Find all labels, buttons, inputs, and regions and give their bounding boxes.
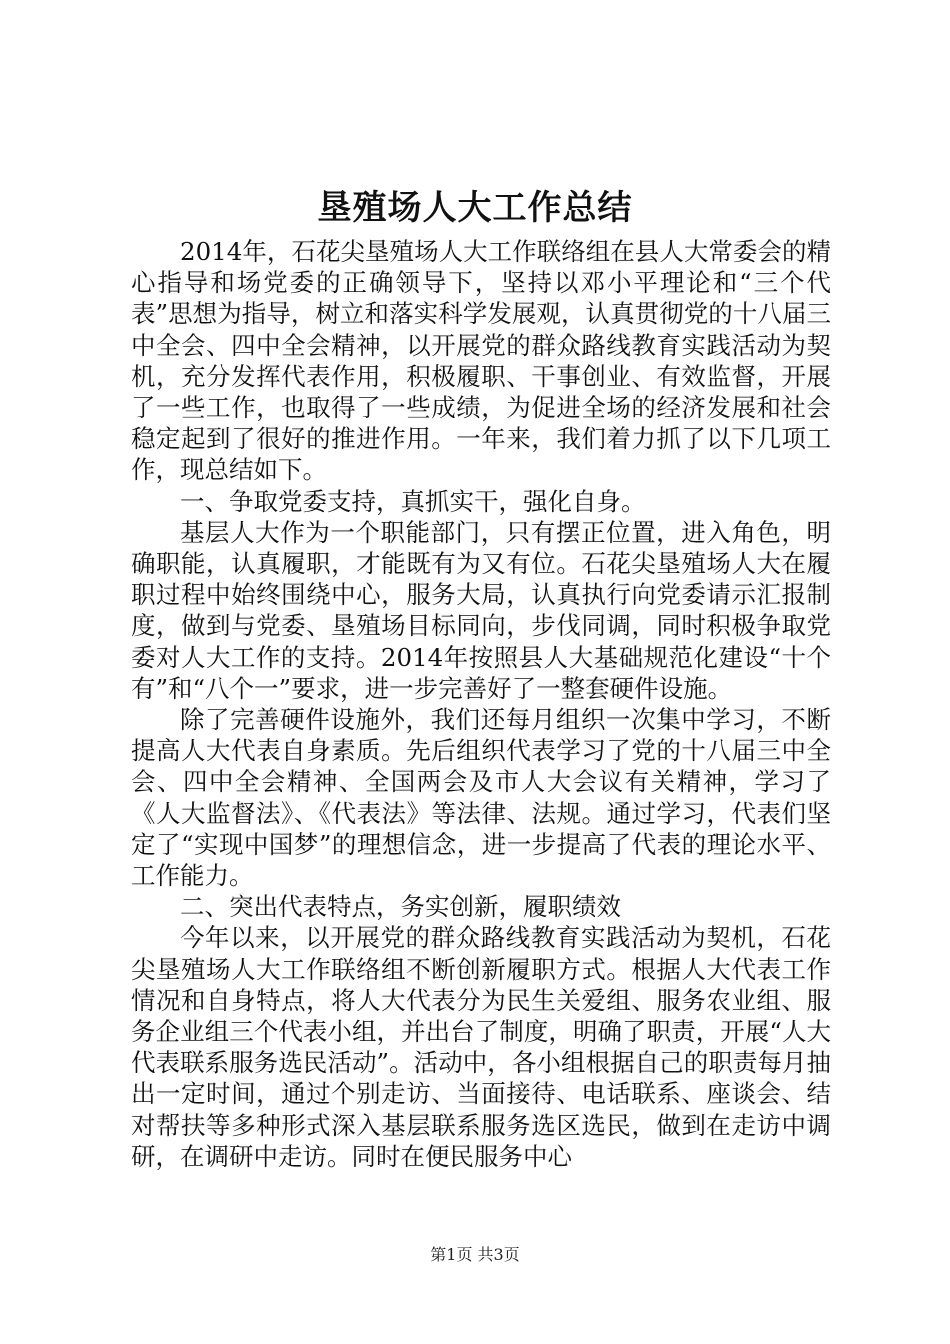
paragraph-section-1b: 除了完善硬件设施外，我们还每月组织一次集中学习，不断提高人大代表自身素质。先后组织代表学习了党的十八届三中全会、四中全会精神、全国两会及市人大会议有关精神，学习了《人大监督法》、《代表法》等法律、法规。通过学习，代表们坚定了“实现中国梦”的理想信念，进一步提高了代表的理论水平、工作能力。	[131, 705, 831, 891]
page-footer: 第1页 共3页	[430, 1245, 520, 1264]
document-body	[131, 236, 831, 1172]
paragraph-intro: 2014年，石花尖垦殖场人大工作联络组在县人大常委会的精心指导和场党委的正确领导下，坚持以邓小平理论和“三个代表”思想为指导，树立和落实科学发展观，认真贯彻党的十八届三中全会、四中全会精神，以开展党的群众路线教育实践活动为契机，充分发挥代表作用，积极履职、干事创业、有效监督，开展了一些工作，也取得了一些成绩，为促进全场的经济发展和社会稳定起到了很好的推进作用。一年来，我们着力抓了以下几项工作，现总结如下。	[131, 237, 831, 485]
document-title: 垦殖场人大工作总结	[317, 188, 633, 228]
paragraph-section-1a: 基层人大作为一个职能部门，只有摆正位置，进入角色，明确职能，认真履职，才能既有为又有位。石花尖垦殖场人大在履职过程中始终围绕中心，服务大局，认真执行向党委请示汇报制度，做到与党委、垦殖场目标同向，步伐同调，同时积极争取党委对人大工作的支持。2014年按照县人大基础规范化建设“十个有”和“八个一”要求，进一步完善好了一整套硬件设施。	[131, 517, 831, 703]
section-heading-1: 一、争取党委支持，真抓实干，强化自身。	[180, 486, 646, 516]
section-heading-2: 二、突出代表特点，务实创新，履职绩效	[180, 892, 621, 922]
paragraph-section-2a: 今年以来，以开展党的群众路线教育实践活动为契机，石花尖垦殖场人大工作联络组不断创新履职方式。根据人大代表工作情况和自身特点，将人大代表分为民生关爱组、服务农业组、服务企业组三个代表小组，并出台了制度，明确了职责，开展“人大代表联系服务选民活动”。活动中，各小组根据自己的职责每月抽出一定时间，通过个别走访、当面接待、电话联系、座谈会、结对帮扶等多种形式深入基层联系服务选区选民，做到在走访中调研，在调研中走访。同时在便民服务中心	[131, 923, 831, 1171]
